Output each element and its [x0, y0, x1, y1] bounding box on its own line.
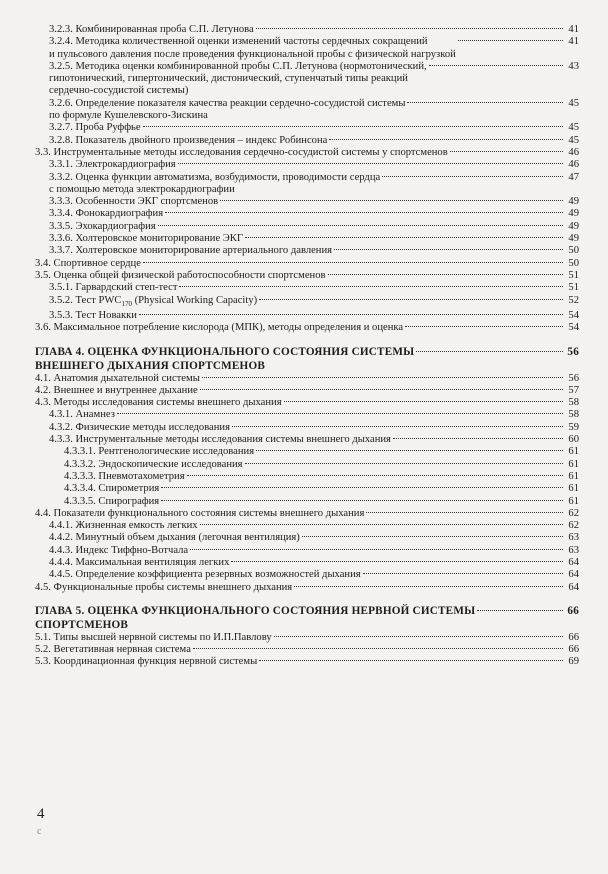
dot-leader	[334, 249, 563, 250]
toc-page-number: 43	[568, 60, 579, 72]
toc-entry	[0, 446, 608, 458]
toc-entry-title: 3.3. Инструментальные методы исследования сердечно-сосудистой системы у спортсменов	[35, 146, 448, 158]
toc-entry-title: 3.5.3. Тест Новакки	[49, 309, 137, 321]
toc-page-number: 45	[568, 134, 579, 146]
toc-entry-title: 4.3.3.4. Спирометрия	[64, 483, 160, 495]
dot-leader	[231, 561, 563, 562]
toc-entry-title: 4.4.1. Жизненная емкость легких	[49, 520, 198, 532]
toc-page-number: 50	[568, 245, 579, 257]
dot-leader	[450, 151, 563, 152]
toc-entry	[0, 258, 608, 270]
dot-leader	[245, 463, 563, 464]
dot-leader	[161, 500, 563, 501]
toc-entry	[0, 270, 608, 282]
toc-page-number: 61	[568, 483, 579, 495]
toc-entry	[0, 310, 608, 322]
dot-leader	[202, 377, 563, 378]
toc-page-number: 61	[568, 446, 579, 458]
dot-leader	[256, 28, 563, 29]
toc-entry	[0, 632, 608, 644]
toc-page-number: 66	[568, 644, 579, 656]
toc-entry-title: 4.4.2. Минутный объем дыхания (легочная вентиляция)	[49, 532, 300, 544]
toc-page-number: 64	[568, 569, 579, 581]
dot-leader	[190, 549, 563, 550]
dot-leader	[193, 648, 563, 649]
toc-page-number: 64	[568, 581, 579, 593]
toc-page-number: 60	[568, 434, 579, 446]
toc-page-number: 49	[568, 220, 579, 232]
toc-entry-title: 3.3.1. Электрокардиография	[49, 159, 176, 171]
toc-entry	[0, 373, 608, 385]
dot-leader	[245, 237, 563, 238]
toc-entry	[0, 24, 608, 36]
dot-leader	[161, 487, 563, 488]
toc-page-number: 69	[568, 656, 579, 668]
toc-entry	[0, 36, 608, 61]
toc-entry-title: 3.5.2. Тест $PWC_{170}$ (Physical Working Capacity)	[49, 294, 258, 308]
dot-leader	[405, 326, 563, 327]
toc-entry	[0, 532, 608, 544]
toc-page-number: 51	[568, 269, 579, 281]
toc-entry	[0, 644, 608, 656]
toc-page-number: 64	[568, 556, 579, 568]
toc-page-number: 47	[568, 171, 579, 183]
toc-entry-title: 3.2.5. Методика оценки комбинированной пробы С.П. Летунова (нормотонический, гипотонический, гипертонический, дистонический, ступенчатый типы реакций сердечно-сосудистой системы)	[49, 60, 427, 97]
dot-leader	[139, 314, 563, 315]
toc-entry	[0, 147, 608, 159]
toc-page-number: 49	[568, 196, 579, 208]
toc-page-number: 46	[568, 146, 579, 158]
toc-page-number: 41	[568, 24, 579, 35]
dot-leader	[302, 536, 563, 537]
dot-leader	[220, 200, 563, 201]
toc-entry-title: 4.3. Методы исследования системы внешнего дыхания	[35, 397, 282, 409]
toc-entry-title: 4.2. Внешнее и внутреннее дыхание	[35, 384, 198, 396]
toc-entry-title: 4.3.1. Анамнез	[49, 409, 115, 421]
dot-leader	[143, 262, 563, 263]
toc-entry	[0, 520, 608, 532]
toc-entry-title: 3.2.3. Комбинированная проба С.П. Летунова	[49, 24, 254, 35]
toc-entry	[0, 208, 608, 220]
toc-entry	[0, 409, 608, 421]
toc-page-number: 57	[568, 384, 579, 396]
toc-page-number: 63	[568, 532, 579, 544]
toc-entry	[0, 135, 608, 147]
dot-leader	[117, 413, 563, 414]
toc-page-number: 56	[568, 372, 579, 384]
toc-entry	[0, 245, 608, 257]
dot-leader	[259, 660, 563, 661]
toc-entry	[0, 61, 608, 98]
toc-entry-title: 4.3.3.3. Пневмотахометрия	[64, 470, 185, 482]
toc-entry	[0, 569, 608, 581]
toc-entry	[0, 385, 608, 397]
toc-page-number: 61	[568, 495, 579, 507]
toc-entry-title: 4.3.2. Физические методы исследования	[49, 421, 230, 433]
toc-page-number: 46	[568, 159, 579, 171]
toc-page-number: 56	[567, 345, 579, 358]
toc-page-number: 54	[568, 322, 579, 334]
toc-entry-title: 3.6. Максимальное потребление кислорода (МПК), методы определения и оценка	[35, 322, 404, 334]
toc-entry	[0, 508, 608, 520]
toc-chapter-heading	[0, 345, 608, 373]
toc-page-number: 59	[568, 421, 579, 433]
toc-page-number: 49	[568, 233, 579, 245]
toc-entry-title: 5.3. Координационная функция нервной системы	[35, 656, 258, 668]
toc-entry	[0, 172, 608, 197]
toc-entry	[0, 122, 608, 134]
toc-entry-title: 3.3.7. Холтеровское мониторирование артериального давления	[49, 245, 333, 257]
toc-entry-title: 3.3.2. Оценка функции автоматизма, возбудимости, проводимости сердца с помощью метода электрокардиографии	[49, 171, 381, 195]
toc-entry	[0, 282, 608, 294]
toc-page-number: 49	[568, 208, 579, 220]
toc-entry-title: 3.3.6. Холтеровское мониторирование ЭКГ	[49, 233, 243, 245]
toc-entry-title: 4.3.3. Инструментальные методы исследования системы внешнего дыхания	[49, 434, 391, 446]
toc-entry	[0, 322, 608, 334]
toc-page-number: 58	[568, 397, 579, 409]
toc-entry-title: 4.4.3. Индекс Тиффно-Вотчала	[49, 544, 189, 556]
dot-leader	[200, 524, 563, 525]
dot-leader	[187, 475, 563, 476]
toc-page-number: 51	[568, 282, 579, 294]
dot-leader	[294, 586, 563, 587]
toc-entry-title: 4.4.4. Максимальная вентиляция легких	[49, 556, 230, 568]
toc-entry-title: 5.1. Типы высшей нервной системы по И.П.Павлову	[35, 631, 272, 643]
dot-leader	[256, 450, 563, 451]
toc-entry	[0, 233, 608, 245]
dot-leader	[382, 176, 563, 177]
toc-page-number: 61	[568, 470, 579, 482]
toc-page-number: 52	[568, 294, 579, 306]
dot-leader	[363, 573, 563, 574]
page-number: 4	[37, 806, 45, 822]
toc-entry	[0, 483, 608, 495]
table-of-contents	[0, 24, 608, 669]
dot-leader	[429, 65, 563, 66]
dot-leader	[329, 139, 563, 140]
toc-entry-title: ГЛАВА 4. ОЦЕНКА ФУНКЦИОНАЛЬНОГО СОСТОЯНИЯ СИСТЕМЫ ВНЕШНЕГО ДЫХАНИЯ СПОРТСМЕНОВ	[35, 345, 415, 372]
toc-page-number: 45	[568, 122, 579, 134]
toc-entry	[0, 496, 608, 508]
toc-entry-title: 3.3.5. Эхокардиография	[49, 220, 156, 232]
toc-entry	[0, 221, 608, 233]
toc-entry-title: 3.2.8. Показатель двойного произведения – индекс Робинсона	[49, 134, 328, 146]
toc-entry	[0, 196, 608, 208]
toc-entry-title: 4.3.3.1. Рентгенологические исследования	[64, 446, 255, 458]
toc-page-number: 63	[568, 544, 579, 556]
dot-leader	[393, 438, 563, 439]
toc-entry-title: 4.1. Анатомия дыхательной системы	[35, 372, 200, 384]
dot-leader	[366, 512, 563, 513]
toc-page-number: 66	[568, 631, 579, 643]
dot-leader	[259, 299, 563, 300]
toc-entry-title: 4.3.3.2. Эндоскопические исследования	[64, 458, 243, 470]
toc-entry	[0, 397, 608, 409]
toc-page-number: 54	[568, 309, 579, 321]
dot-leader	[178, 163, 563, 164]
toc-entry	[0, 656, 608, 668]
toc-entry-title: 3.5.1. Гарвардский степ-тест	[49, 282, 178, 294]
toc-entry-title: 3.2.4. Методика количественной оценки изменений частоты сердечных сокращений и пульсового давления после проведения функциональной пробы с физической нагрузкой	[49, 36, 456, 60]
toc-entry	[0, 98, 608, 123]
toc-page-number: 50	[568, 257, 579, 269]
toc-page-number: 58	[568, 409, 579, 421]
toc-chapter-heading	[0, 604, 608, 632]
toc-page-number: 62	[568, 520, 579, 532]
toc-entry-title: 3.4. Спортивное сердце	[35, 257, 141, 269]
dot-leader	[458, 40, 563, 41]
dot-leader	[284, 401, 563, 402]
toc-page-number: 61	[568, 458, 579, 470]
toc-entry-title: 4.3.3.5. Спирография	[64, 495, 160, 507]
corner-mark: с	[37, 826, 42, 837]
dot-leader	[407, 102, 563, 103]
toc-entry	[0, 459, 608, 471]
toc-entry	[0, 434, 608, 446]
toc-entry-title: 3.5. Оценка общей физической работоспособности спортсменов	[35, 269, 326, 281]
toc-entry	[0, 582, 608, 594]
toc-entry-title: 4.5. Функциональные пробы системы внешнего дыхания	[35, 581, 293, 593]
dot-leader	[274, 636, 563, 637]
toc-entry	[0, 295, 608, 310]
toc-entry-title: 5.2. Вегетативная нервная система	[35, 644, 191, 656]
dot-leader	[232, 426, 563, 427]
toc-entry	[0, 422, 608, 434]
toc-entry-title: 4.4.5. Определение коэффициента резервных возможностей дыхания	[49, 569, 361, 581]
toc-entry	[0, 557, 608, 569]
dot-leader	[328, 274, 564, 275]
toc-entry	[0, 471, 608, 483]
dot-leader	[179, 286, 563, 287]
toc-entry	[0, 159, 608, 171]
dot-leader	[200, 389, 563, 390]
dot-leader	[416, 351, 563, 352]
toc-entry-title: ГЛАВА 5. ОЦЕНКА ФУНКЦИОНАЛЬНОГО СОСТОЯНИЯ НЕРВНОЙ СИСТЕМЫ СПОРТСМЕНОВ	[35, 604, 476, 631]
toc-page-number: 45	[568, 97, 579, 109]
toc-entry-title: 4.4. Показатели функционального состояния системы внешнего дыхания	[35, 507, 365, 519]
dot-leader	[165, 212, 563, 213]
toc-page-number: 41	[568, 36, 579, 48]
toc-entry-title: 3.3.3. Особенности ЭКГ спортсменов	[49, 196, 219, 208]
toc-page-number: 66	[567, 604, 579, 617]
toc-entry	[0, 545, 608, 557]
dot-leader	[143, 126, 563, 127]
toc-page-number: 62	[568, 507, 579, 519]
dot-leader	[158, 225, 563, 226]
dot-leader	[477, 610, 563, 611]
toc-entry-title: 3.2.7. Проба Руффье	[49, 122, 141, 134]
toc-entry-title: 3.2.6. Определение показателя качества реакции сердечно-сосудистой системы по формуле Кушелевского-Зискина	[49, 97, 406, 122]
toc-entry-title: 3.3.4. Фонокардиография	[49, 208, 164, 220]
